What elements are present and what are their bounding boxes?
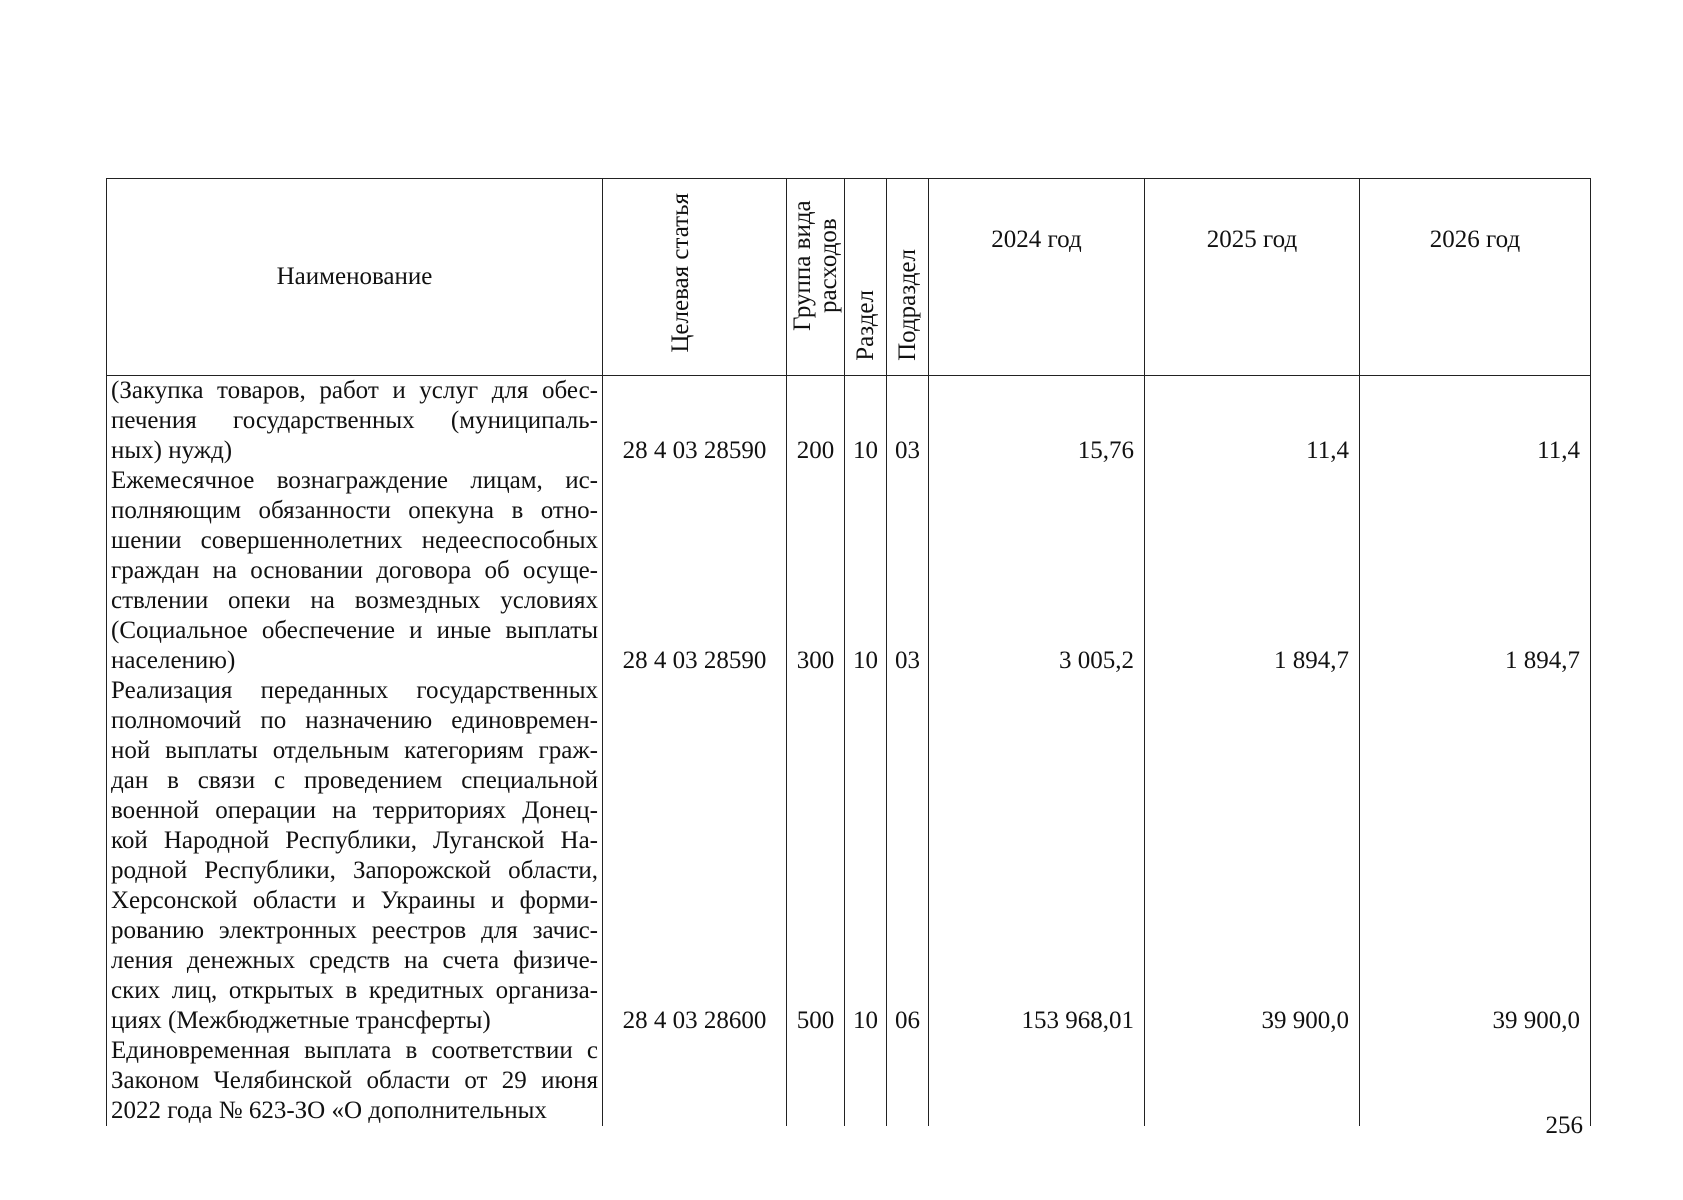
row-value-2026: 1 894,7 <box>1360 466 1591 676</box>
row-name-line: печения государственных (муниципаль- <box>111 407 598 434</box>
page-number: 256 <box>1545 1112 1583 1139</box>
row-expense-group: 300 <box>787 466 845 676</box>
row-article: 28 4 03 28590 <box>603 376 787 467</box>
row-name <box>107 466 603 676</box>
row-value-2024: 15,76 <box>929 376 1145 467</box>
row-article <box>603 1036 787 1126</box>
row-value-2025: 11,4 <box>1145 376 1360 467</box>
row-name-line: шении совершеннолетних недееспособных <box>111 527 598 554</box>
row-section: 10 <box>845 676 887 1036</box>
table-row <box>107 466 1591 676</box>
row-name <box>107 676 603 1036</box>
row-name-line: Единовременная выплата в соответствии с <box>111 1037 598 1064</box>
row-section: 10 <box>845 466 887 676</box>
row-name-line: Ежемесячное вознаграждение лицам, ис- <box>111 467 598 494</box>
table-row <box>107 376 1591 467</box>
row-subsection: 06 <box>887 676 929 1036</box>
row-name-line: дан в связи с проведением специальной <box>111 767 598 794</box>
table-body <box>107 376 1591 1127</box>
row-name-line: военной операции на территориях Донец- <box>111 797 598 824</box>
header-year-2025: 2025 год <box>1145 179 1360 376</box>
row-name-line: граждан на основании договора об осуще- <box>111 557 598 584</box>
row-value-2024: 153 968,01 <box>929 676 1145 1036</box>
row-name-line: 2022 года № 623-ЗО «О дополнительных <box>111 1097 547 1124</box>
row-name-line: (Социальное обеспечение и иные выплаты <box>111 617 598 644</box>
row-value-2025: 1 894,7 <box>1145 466 1360 676</box>
row-name-line: рованию электронных реестров для зачис- <box>111 917 598 944</box>
row-value-2026: 11,4 <box>1360 376 1591 467</box>
row-expense-group: 200 <box>787 376 845 467</box>
row-value-2024: 3 005,2 <box>929 466 1145 676</box>
table-row <box>107 676 1591 1036</box>
row-name-line: (Закупка товаров, работ и услуг для обес- <box>111 377 598 404</box>
row-name-line: полномочий по назначению единовремен- <box>111 707 598 734</box>
row-expense-group: 500 <box>787 676 845 1036</box>
table-row <box>107 1036 1591 1126</box>
row-name-line: циях (Межбюджетные трансферты) <box>111 1007 491 1034</box>
header-subsection: Подраздел <box>887 179 929 376</box>
row-section: 10 <box>845 376 887 467</box>
row-value-2025: 39 900,0 <box>1145 676 1360 1036</box>
row-name-line: ствлении опеки на возмездных условиях <box>111 587 598 614</box>
row-section <box>845 1036 887 1126</box>
row-name-line: Законом Челябинской области от 29 июня <box>111 1067 598 1094</box>
row-value-2024 <box>929 1036 1145 1126</box>
row-name <box>107 376 603 467</box>
row-value-2026: 39 900,0 <box>1360 676 1591 1036</box>
row-subsection <box>887 1036 929 1126</box>
header-name: Наименование <box>107 179 603 376</box>
row-subsection: 03 <box>887 466 929 676</box>
row-name-line: ления денежных средств на счета физиче- <box>111 947 598 974</box>
row-value-2025 <box>1145 1036 1360 1126</box>
row-subsection: 03 <box>887 376 929 467</box>
row-name-line: населению) <box>111 647 236 674</box>
row-name-line: Херсонской области и Украины и форми- <box>111 887 598 914</box>
row-name-line: Реализация переданных государственных <box>111 677 598 704</box>
header-row <box>107 179 1591 376</box>
row-name-line: ных) нужд) <box>111 437 233 464</box>
header-section: Раздел <box>845 179 887 376</box>
row-name-line: родной Республики, Запорожской области, <box>111 857 598 884</box>
header-expense-group: Группа вида расходов <box>787 179 845 376</box>
row-name <box>107 1036 603 1126</box>
budget-table <box>106 178 1591 1126</box>
header-year-2024: 2024 год <box>929 179 1145 376</box>
row-name-line: кой Народной Республики, Луганской На- <box>111 827 598 854</box>
header-year-2026: 2026 год <box>1360 179 1591 376</box>
row-name-line: ских лиц, открытых в кредитных организа- <box>111 977 598 1004</box>
row-name-line: полняющим обязанности опекуна в отно- <box>111 497 598 524</box>
row-article: 28 4 03 28600 <box>603 676 787 1036</box>
header-target-article: Целевая статья <box>603 179 787 376</box>
row-expense-group <box>787 1036 845 1126</box>
row-name-line: ной выплаты отдельным категориям граж- <box>111 737 598 764</box>
row-article: 28 4 03 28590 <box>603 466 787 676</box>
